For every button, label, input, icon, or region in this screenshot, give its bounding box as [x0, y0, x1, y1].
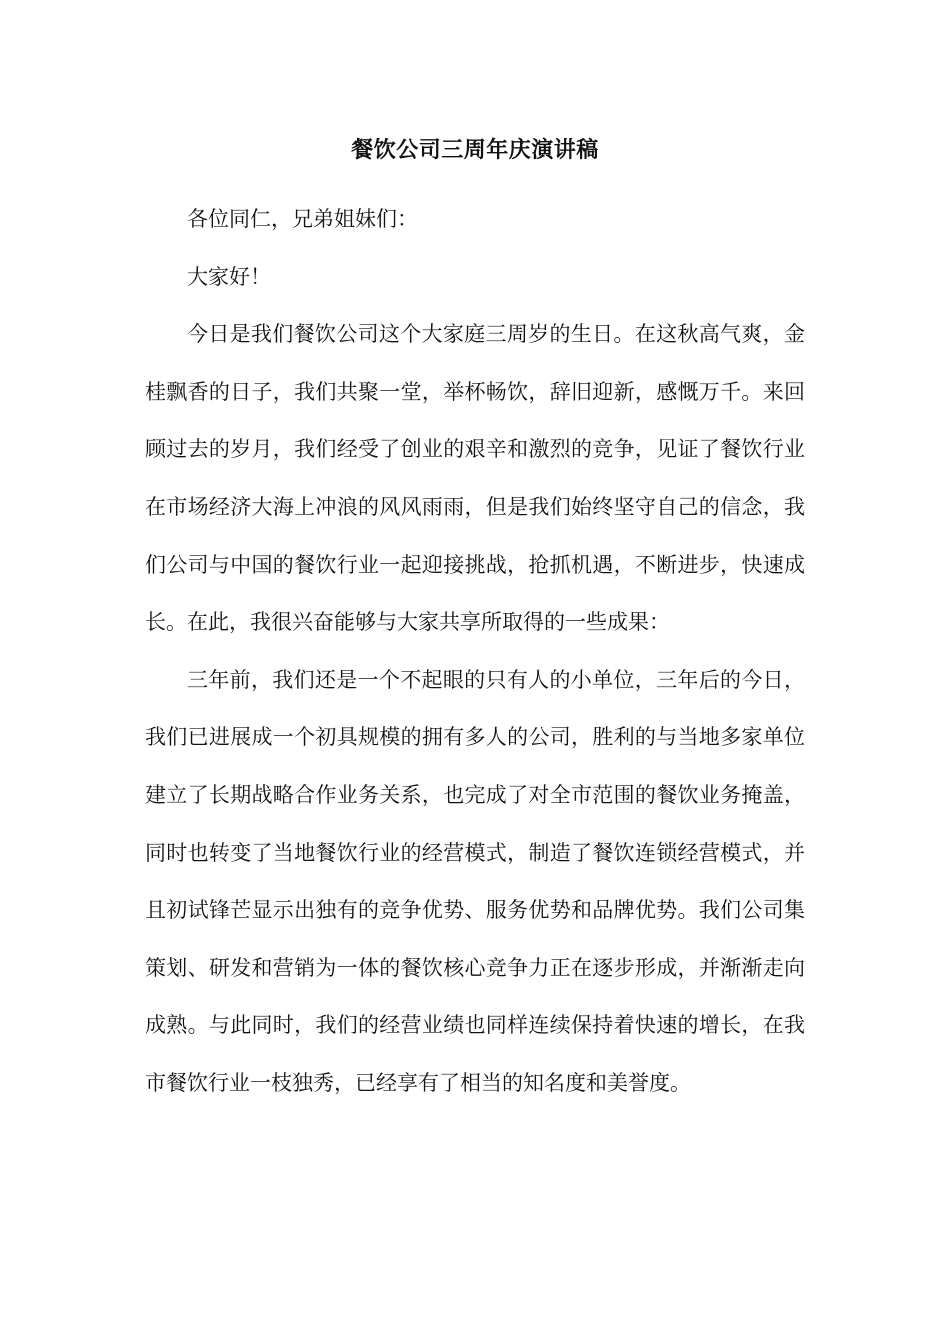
paragraph-greeting: 大家好！: [187, 264, 271, 289]
paragraph-salutation: 各位同仁，兄弟姐妹们：: [187, 207, 418, 231]
document-title: 餐饮公司三周年庆演讲稿: [351, 137, 599, 163]
document-body: [145, 191, 805, 1113]
paragraph-anniversary: 今日是我们餐饮公司这个大家庭三周岁的生日。在这秋高气爽，金桂飘香的日子，我们共聚一堂，举杯畅饮，辞旧迎新，感慨万千。来回顾过去的岁月，我们经受了创业的艰辛和激烈的竞争，见证了餐饮行业在市场经济大海上冲浪的风风雨雨，但是我们始终坚守自己的信念，我们公司与中国的餐饮行业一起迎接挑战，抢抓机遇，不断进步，快速成长。在此，我很兴奋能够与大家共享所取得的一些成果：: [145, 322, 805, 635]
paragraph-achievements: 三年前，我们还是一个不起眼的只有人的小单位，三年后的今日，我们已进展成一个初具规模的拥有多人的公司，胜利的与当地多家单位建立了长期战略合作业务关系，也完成了对全市范围的餐饮业务掩盖，同时也转变了当地餐饮行业的经营模式，制造了餐饮连锁经营模式，并且初试锋芒显示出独有的竞争优势、服务优势和品牌优势。我们公司集策划、研发和营销为一体的餐饮核心竞争力正在逐步形成，并渐渐走向成熟。与此同时，我们的经营业绩也同样连续保持着快速的增长，在我市餐饮行业一枝独秀，已经享有了相当的知名度和美誉度。: [145, 667, 805, 1095]
